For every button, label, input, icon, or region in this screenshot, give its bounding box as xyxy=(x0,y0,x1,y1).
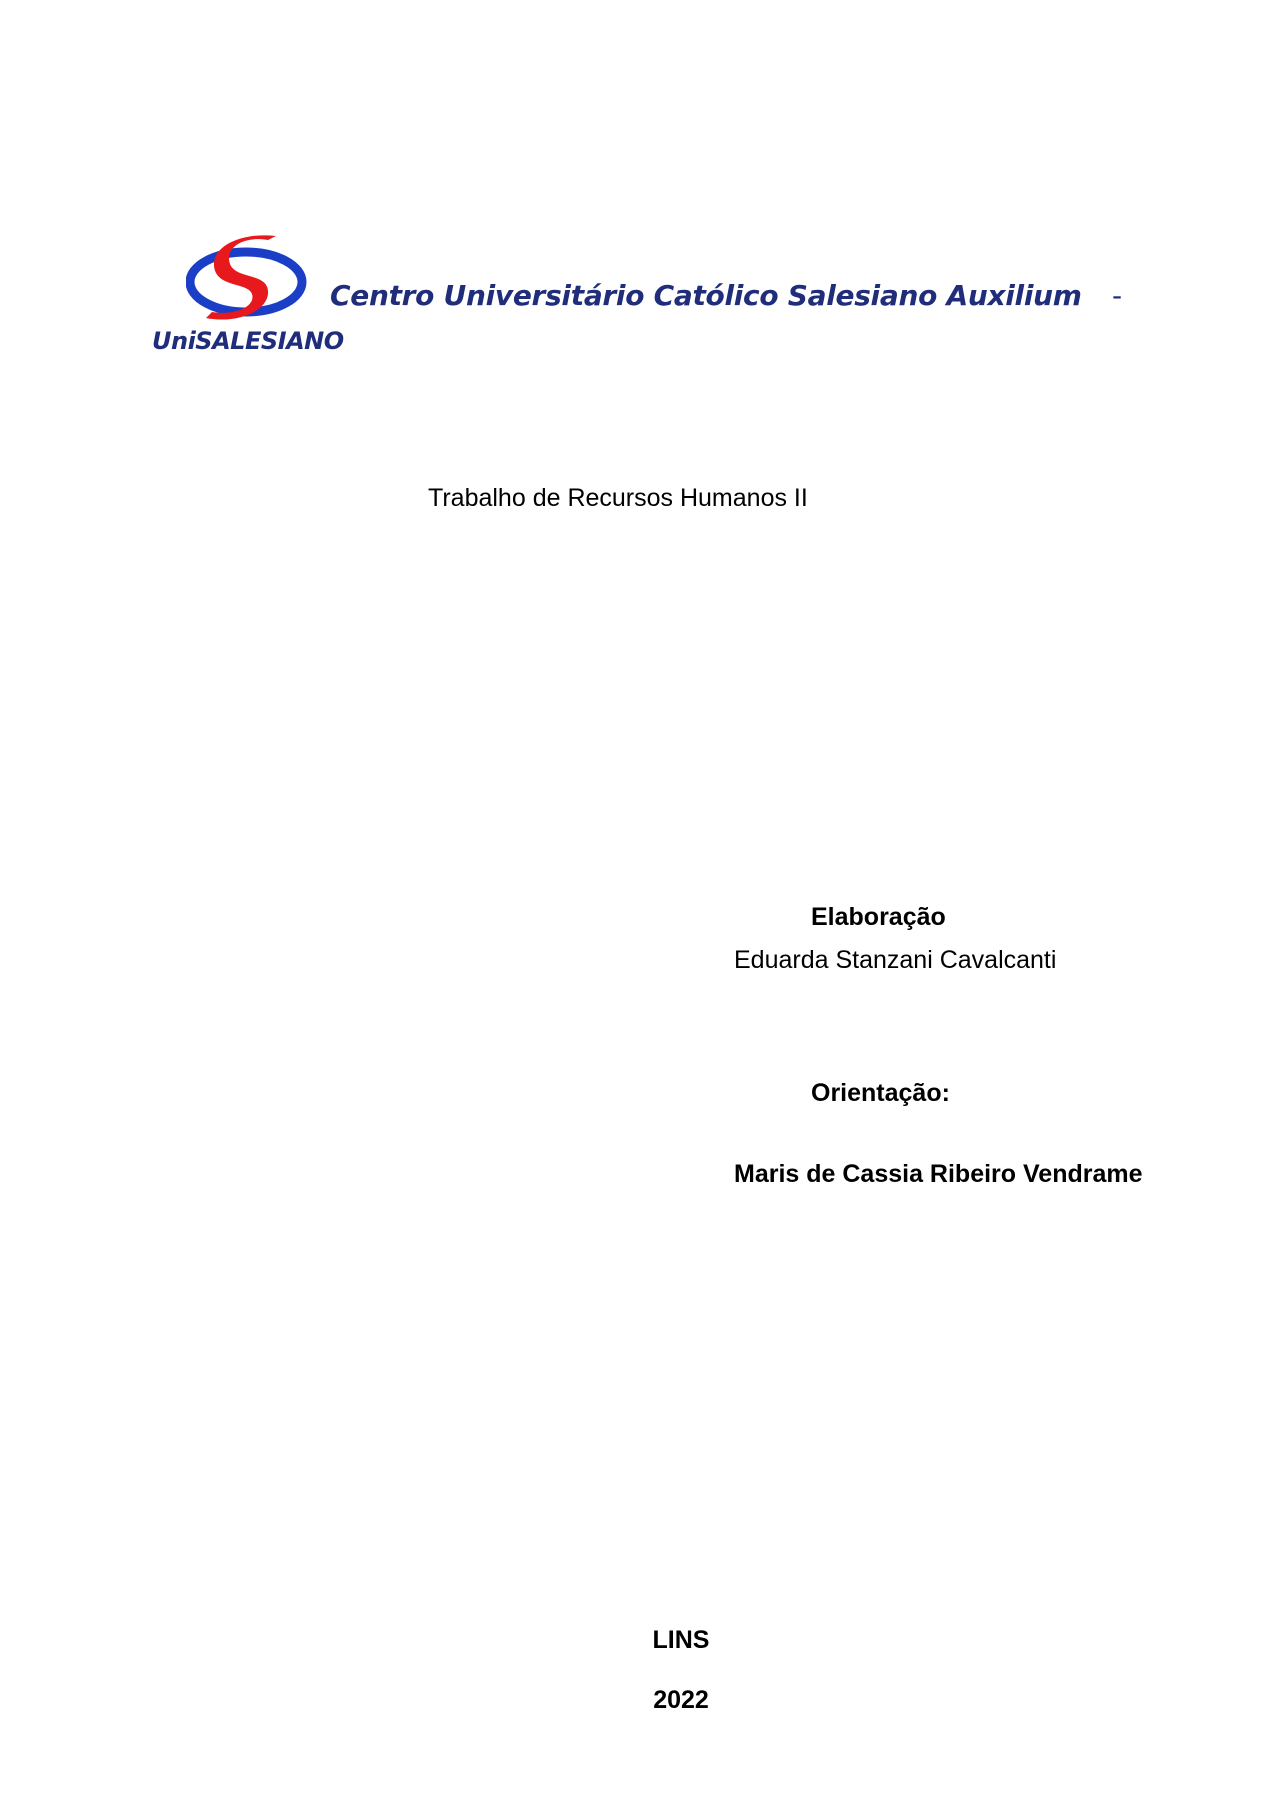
orientation-label: Orientação: xyxy=(811,1079,950,1107)
city-label: LINS xyxy=(652,1626,710,1654)
institution-name: Centro Universitário Católico Salesiano Auxilium xyxy=(330,279,1082,312)
institution-dash: - xyxy=(1112,279,1123,312)
year-label: 2022 xyxy=(653,1686,709,1714)
document-title: Trabalho de Recursos Humanos II xyxy=(428,484,808,512)
advisor-name: Maris de Cassia Ribeiro Vendrame xyxy=(734,1160,1143,1188)
elaboration-label: Elaboração xyxy=(811,903,946,931)
author-name: Eduarda Stanzani Cavalcanti xyxy=(734,946,1057,974)
unisalesiano-logo-icon xyxy=(186,232,310,328)
logo-wordmark: UniSALESIANO xyxy=(152,327,344,355)
